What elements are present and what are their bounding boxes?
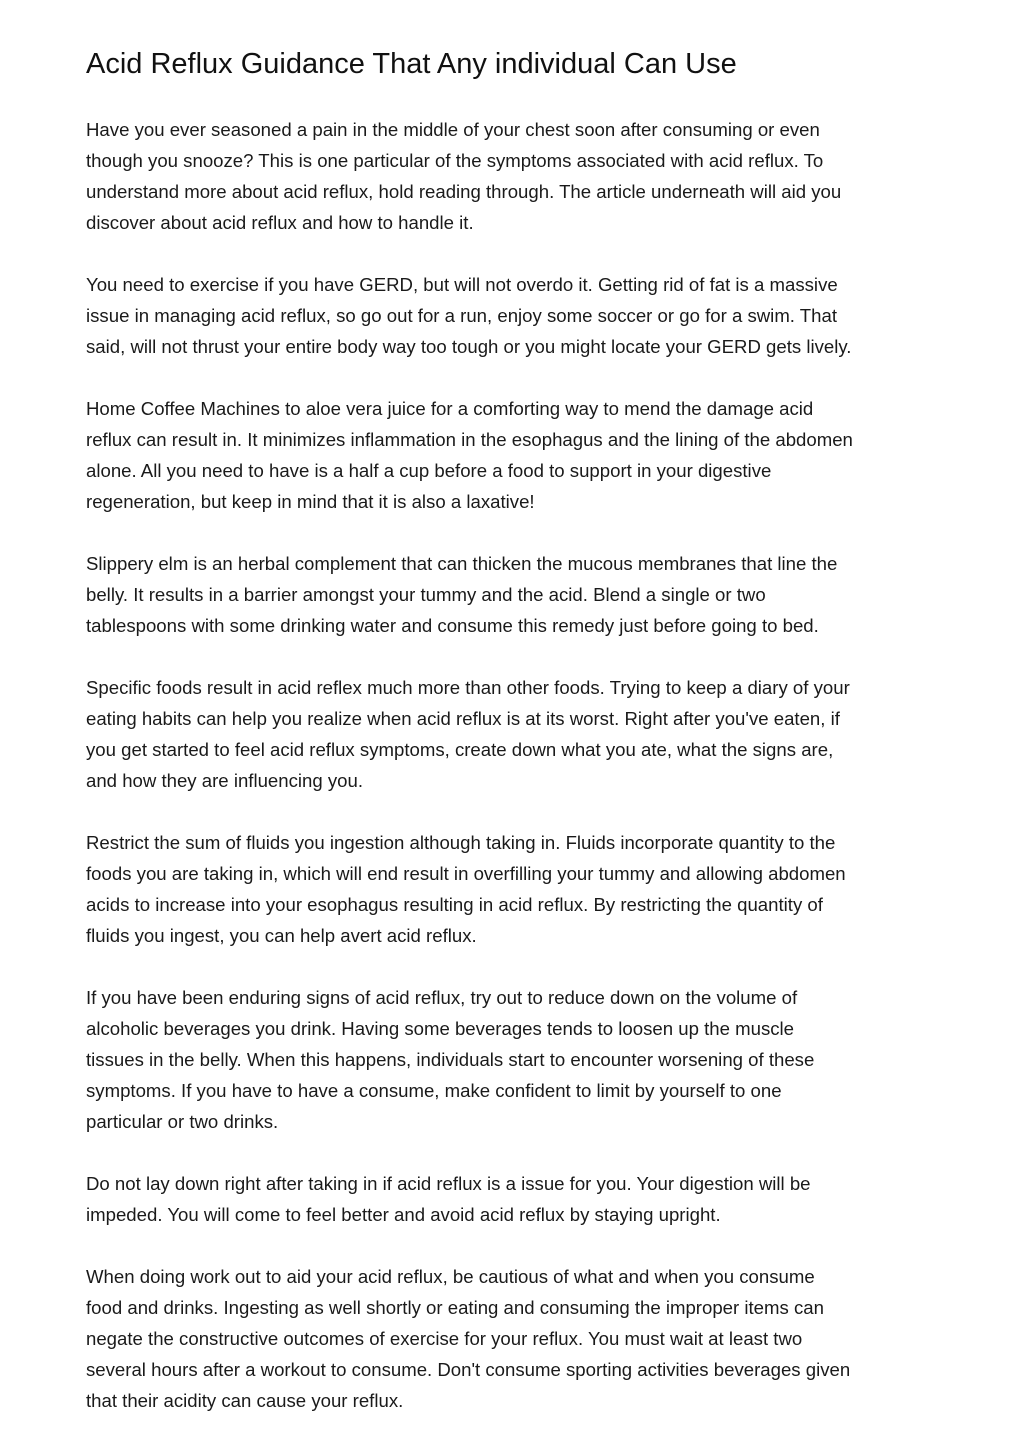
text-line: that their acidity can cause your reflux. xyxy=(86,1390,404,1411)
text-line: food and drinks. Ingesting as well shortly or eating and consuming the improper items can xyxy=(86,1297,824,1318)
text-line: Slippery elm is an herbal complement that can thicken the mucous membranes that line the xyxy=(86,553,838,574)
document-title: Acid Reflux Guidance That Any individual Can Use xyxy=(86,48,737,80)
text-line: particular or two drinks. xyxy=(86,1111,279,1132)
paragraph xyxy=(86,982,946,1137)
text-line: and how they are influencing you. xyxy=(86,770,364,791)
document-body xyxy=(86,114,946,1447)
text-line: belly. It results in a barrier amongst your tummy and the acid. Blend a single or two xyxy=(86,584,766,605)
text-line: Have you ever seasoned a pain in the middle of your chest soon after consuming or even xyxy=(86,119,820,140)
paragraph xyxy=(86,1168,946,1230)
text-line: acids to increase into your esophagus resulting in acid reflux. By restricting the quantity of xyxy=(86,894,823,915)
text-line: Restrict the sum of fluids you ingestion although taking in. Fluids incorporate quantity to the xyxy=(86,832,836,853)
text-line: When doing work out to aid your acid reflux, be cautious of what and when you consume xyxy=(86,1266,815,1287)
text-line: fluids you ingest, you can help avert acid reflux. xyxy=(86,925,477,946)
text-line: Do not lay down right after taking in if acid reflux is a issue for you. Your digestion will be xyxy=(86,1173,811,1194)
text-line: foods you are taking in, which will end result in overfilling your tummy and allowing abdomen xyxy=(86,863,846,884)
text-line: tablespoons with some drinking water and consume this remedy just before going to bed. xyxy=(86,615,819,636)
text-line: understand more about acid reflux, hold reading through. The article underneath will aid you xyxy=(86,181,842,202)
paragraph xyxy=(86,548,946,641)
paragraph xyxy=(86,114,946,238)
text-line: negate the constructive outcomes of exercise for your reflux. You must wait at least two xyxy=(86,1328,803,1349)
text-line: If you have been enduring signs of acid reflux, try out to reduce down on the volume of xyxy=(86,987,798,1008)
text-line: discover about acid reflux and how to handle it. xyxy=(86,212,474,233)
paragraph xyxy=(86,672,946,796)
text-line: alcoholic beverages you drink. Having some beverages tends to loosen up the muscle xyxy=(86,1018,795,1039)
text-line: impeded. You will come to feel better and avoid acid reflux by staying upright. xyxy=(86,1204,721,1225)
text-line: alone. All you need to have is a half a cup before a food to support in your digestive xyxy=(86,460,772,481)
text-line: Specific foods result in acid reflex much more than other foods. Trying to keep a diary of your xyxy=(86,677,850,698)
text-line: issue in managing acid reflux, so go out for a run, enjoy some soccer or go for a swim. That xyxy=(86,305,838,326)
text-line: Home Coffee Machines to aloe vera juice for a comforting way to mend the damage acid xyxy=(86,398,814,419)
text-line: symptoms. If you have to have a consume, make confident to limit by yourself to one xyxy=(86,1080,782,1101)
paragraph xyxy=(86,269,946,362)
paragraph xyxy=(86,827,946,951)
text-line: several hours after a workout to consume. Don't consume sporting activities beverages given xyxy=(86,1359,851,1380)
paragraph xyxy=(86,1261,946,1416)
paragraph xyxy=(86,393,946,517)
text-line: tissues in the belly. When this happens, individuals start to encounter worsening of these xyxy=(86,1049,815,1070)
text-line: though you snooze? This is one particular of the symptoms associated with acid reflux. To xyxy=(86,150,824,171)
text-line: You need to exercise if you have GERD, but will not overdo it. Getting rid of fat is a massive xyxy=(86,274,838,295)
text-line: you get started to feel acid reflux symptoms, create down what you ate, what the signs are, xyxy=(86,739,834,760)
text-line: regeneration, but keep in mind that it is also a laxative! xyxy=(86,491,535,512)
text-line: reflux can result in. It minimizes inflammation in the esophagus and the lining of the abdomen xyxy=(86,429,853,450)
text-line: eating habits can help you realize when acid reflux is at its worst. Right after you've eaten, if xyxy=(86,708,840,729)
text-line: said, will not thrust your entire body way too tough or you might locate your GERD gets lively. xyxy=(86,336,852,357)
